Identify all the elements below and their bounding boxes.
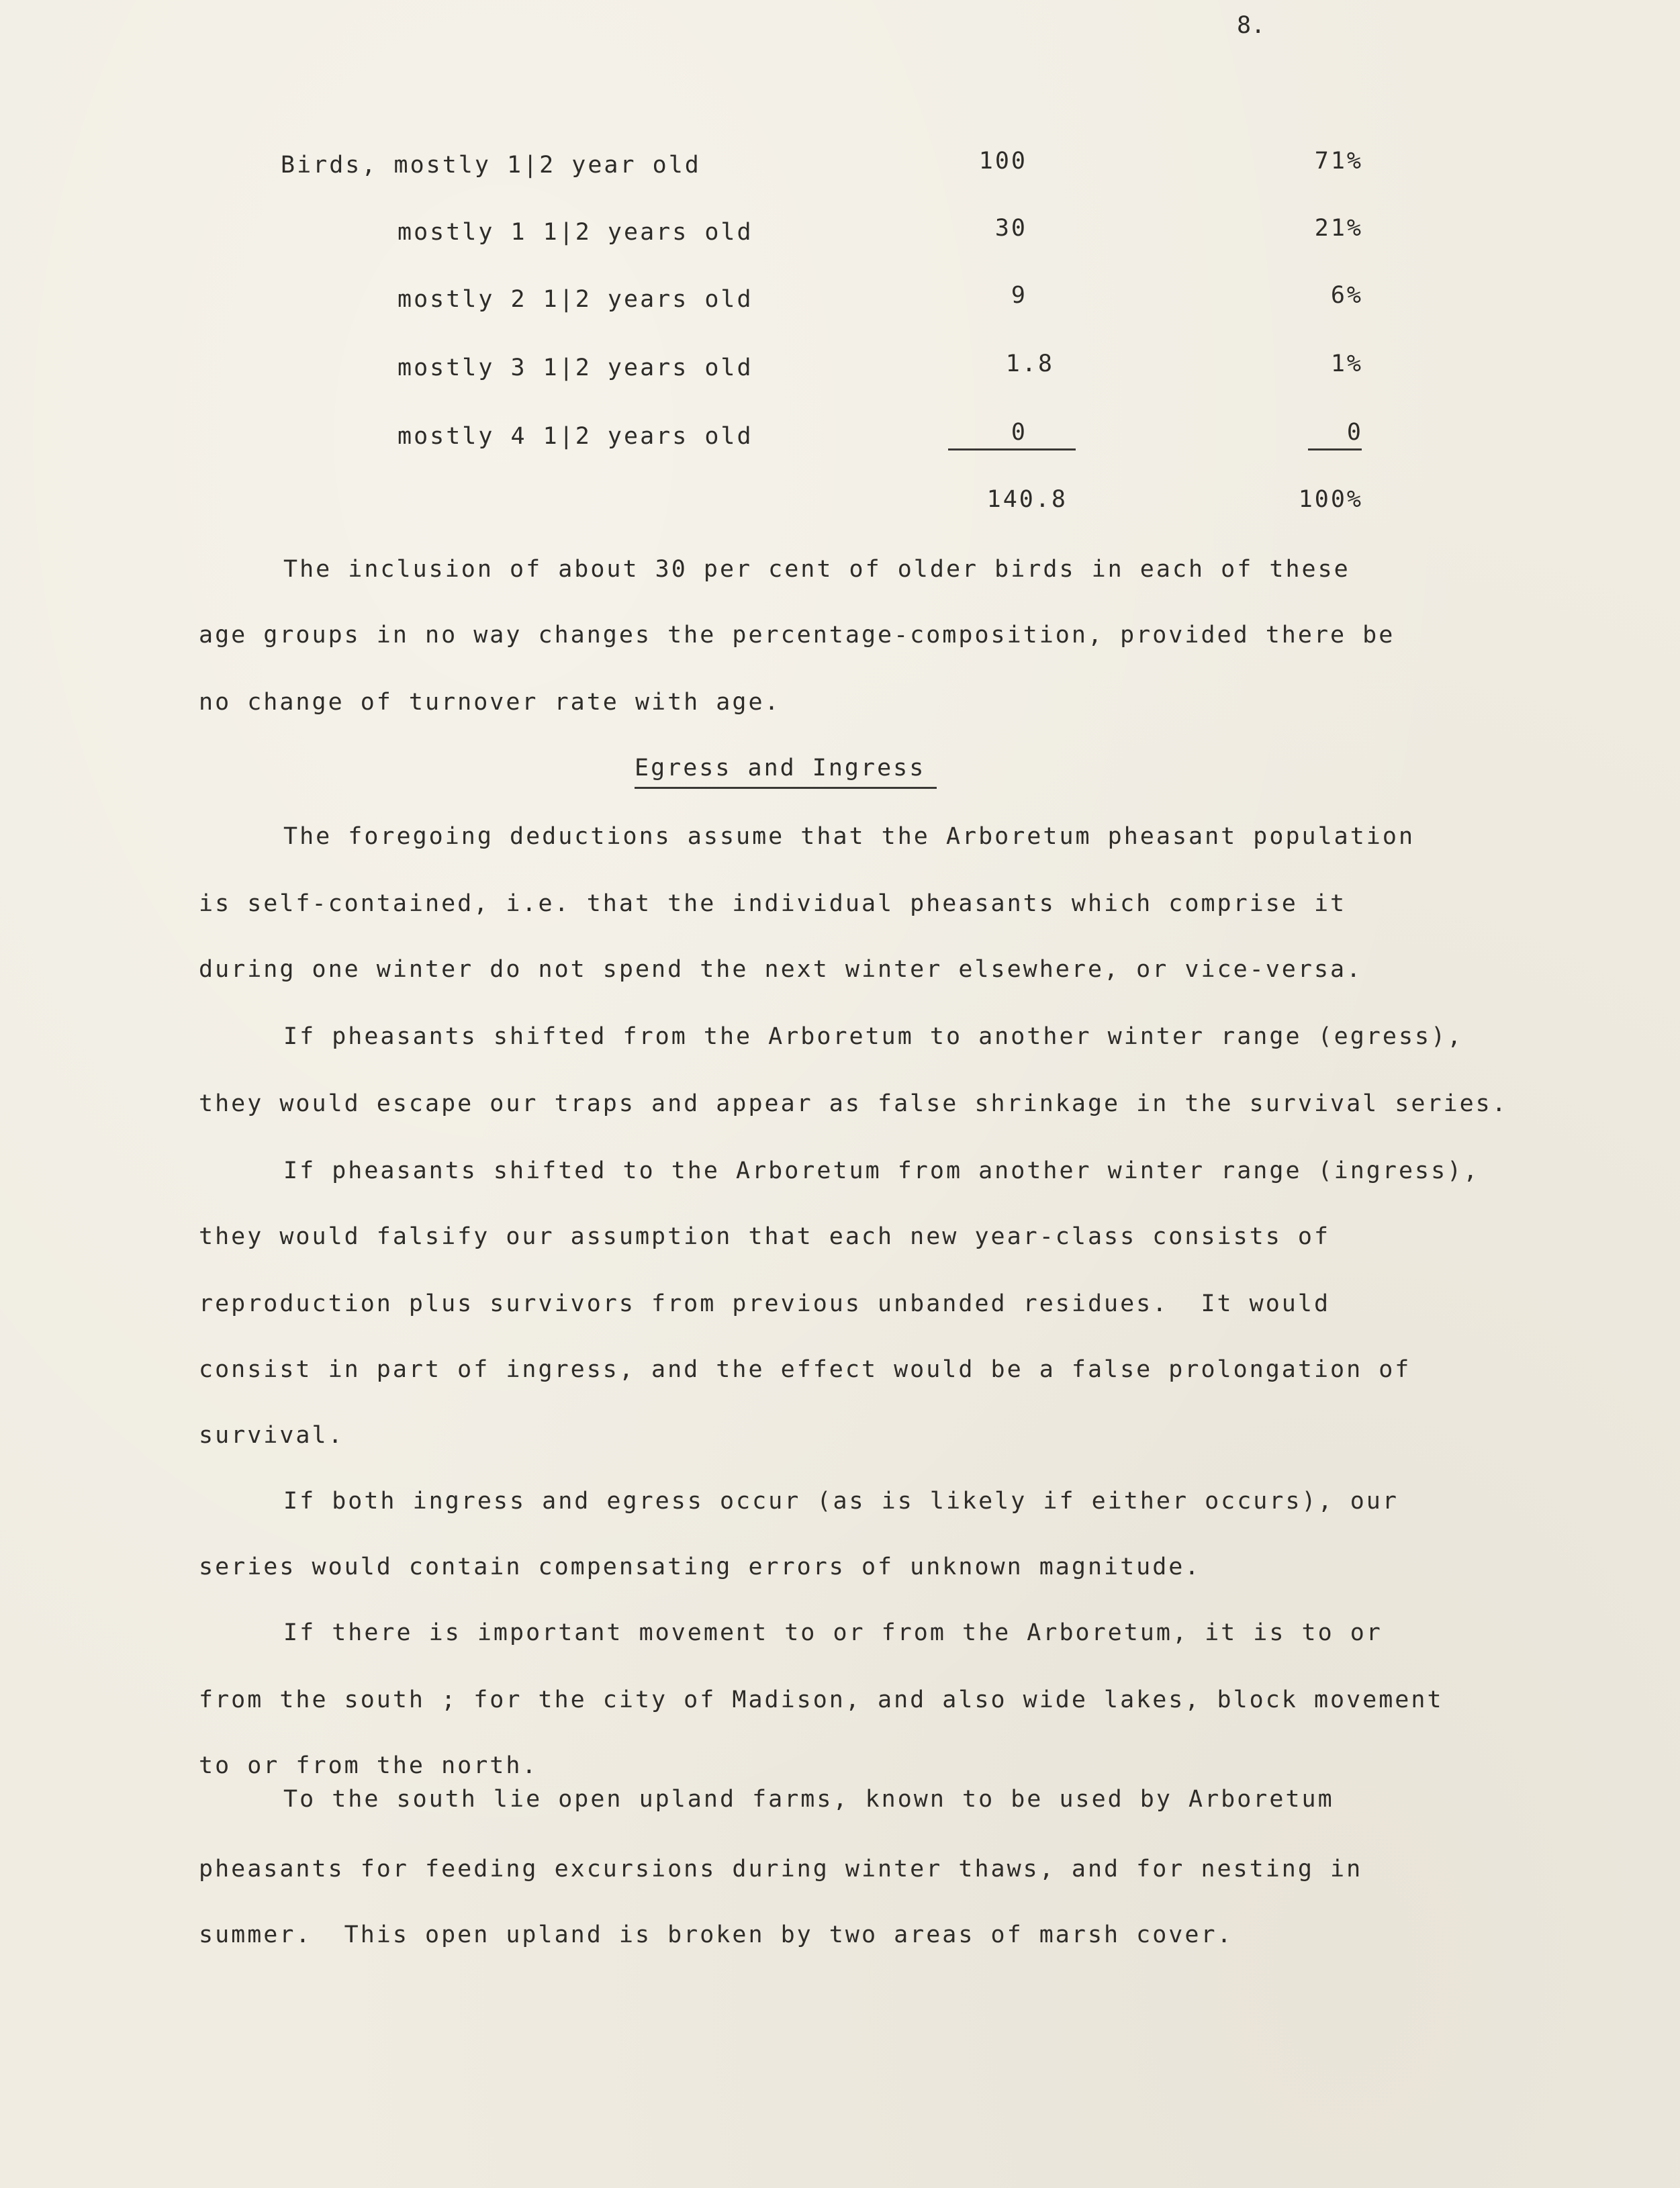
row-count: 1.8 [1005, 350, 1054, 377]
text-line: If both ingress and egress occur (as is likely if either occurs), our [283, 1488, 1399, 1515]
text-line: they would escape our traps and appear as false shrinkage in the survival series. [199, 1090, 1508, 1117]
text-line: If pheasants shifted from the Arboretum to another winter range (egress), [283, 1023, 1464, 1050]
total-percent: 100% [1298, 486, 1363, 513]
text-line: no change of turnover rate with age. [199, 689, 781, 716]
percent-total-rule [1308, 448, 1362, 450]
row-label: mostly 4 1|2 years old [398, 423, 753, 450]
total-count: 140.8 [986, 486, 1068, 513]
row-count: 9 [1011, 282, 1027, 309]
text-line: To the south lie open upland farms, known to be used by Arboretum [283, 1786, 1334, 1813]
text-line: The foregoing deductions assume that the Arboretum pheasant population [283, 823, 1415, 850]
section-heading: Egress and Ingress [635, 755, 926, 781]
text-line: survival. [199, 1422, 344, 1449]
text-line: reproduction plus survivors from previous unbanded residues. It would [199, 1290, 1331, 1317]
text-line: pheasants for feeding excursions during winter thaws, and for nesting in [199, 1856, 1363, 1883]
text-line: to or from the north. [199, 1752, 539, 1779]
text-line: they would falsify our assumption that each new year-class consists of [199, 1223, 1331, 1250]
row-label: mostly 1 1|2 years old [398, 219, 753, 246]
page-number: 8. [1237, 12, 1266, 39]
row-count: 0 [1011, 419, 1027, 446]
row-count: 30 [994, 215, 1027, 242]
text-line: from the south ; for the city of Madison, and also wide lakes, block movement [199, 1686, 1444, 1713]
row-percent: 0 [1346, 419, 1363, 446]
row-percent: 21% [1314, 215, 1363, 242]
text-line: consist in part of ingress, and the effect would be a false prolongation of [199, 1356, 1411, 1383]
count-total-rule [948, 448, 1076, 450]
row-percent: 6% [1330, 282, 1363, 309]
text-line: If pheasants shifted to the Arboretum from another winter range (ingress), [283, 1157, 1480, 1184]
row-label: mostly 2 1|2 years old [398, 286, 753, 313]
text-line: series would contain compensating errors of unknown magnitude. [199, 1554, 1201, 1580]
row-percent: 71% [1314, 148, 1363, 175]
row-count: 100 [978, 148, 1027, 175]
section-heading-underline [635, 787, 937, 789]
text-line: The inclusion of about 30 per cent of older birds in each of these [283, 556, 1350, 583]
row-percent: 1% [1330, 350, 1363, 377]
text-line: during one winter do not spend the next winter elsewhere, or vice-versa. [199, 956, 1363, 983]
text-line: age groups in no way changes the percentage-composition, provided there be [199, 622, 1395, 649]
text-line: If there is important movement to or from the Arboretum, it is to or [283, 1619, 1383, 1646]
row-label: Birds, mostly 1|2 year old [281, 152, 701, 179]
row-label: mostly 3 1|2 years old [398, 354, 753, 381]
text-line: is self-contained, i.e. that the individual pheasants which comprise it [199, 890, 1347, 917]
text-line: summer. This open upland is broken by two areas of marsh cover. [199, 1921, 1233, 1948]
